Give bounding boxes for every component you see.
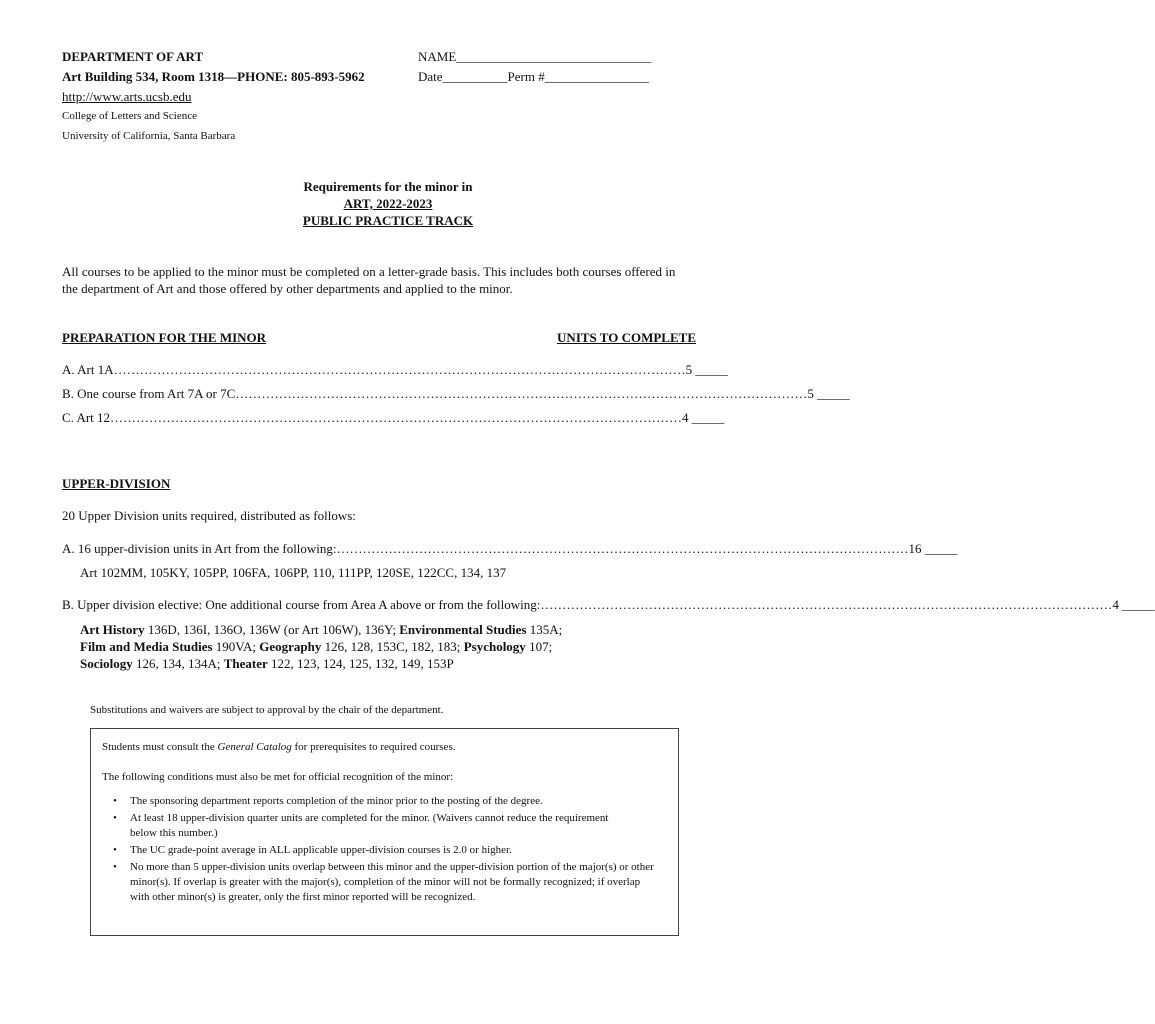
upper-division-heading: UPPER-DIVISION bbox=[62, 476, 171, 491]
prep-item-b bbox=[62, 385, 850, 403]
title-line-3: PUBLIC PRACTICE TRACK bbox=[302, 213, 474, 228]
title-line-1: Requirements for the minor in bbox=[303, 179, 473, 194]
leader-dots: …………………………………………………………………………………………………………………… bbox=[336, 541, 909, 556]
department-url-link[interactable]: http://www.arts.ucsb.edu bbox=[62, 89, 192, 104]
prep-item-label: B. One course from Art 7A or 7C bbox=[62, 386, 236, 401]
prep-item-label: C. Art 12 bbox=[62, 410, 111, 425]
electives-line-1 bbox=[80, 621, 562, 639]
dept-label: Psychology bbox=[463, 639, 526, 654]
bullet-dot: • bbox=[113, 844, 117, 856]
bullet-dot: • bbox=[113, 861, 117, 873]
college-name: College of Letters and Science bbox=[62, 110, 198, 122]
conditions-intro: The following conditions must also be met for official recognition of the minor: bbox=[102, 771, 454, 783]
dept-courses: 122, 123, 124, 125, 132, 149, 153P bbox=[267, 656, 454, 671]
prep-item-c bbox=[62, 409, 725, 427]
dept-courses: 126, 128, 153C, 182, 183; bbox=[321, 639, 464, 654]
dept-courses: 136D, 136I, 136O, 136W (or Art 106W), 136Y; bbox=[144, 622, 400, 637]
name-field[interactable]: NAME______________________________ bbox=[418, 49, 652, 64]
upper-item-a-label: A. 16 upper-division units in Art from the following: bbox=[62, 541, 337, 556]
dept-label: Art History bbox=[80, 622, 145, 637]
bullet-dot: • bbox=[113, 812, 117, 824]
prep-item-units[interactable]: 5 _____ bbox=[685, 362, 728, 377]
condition-item: At least 18 upper-division quarter units are completed for the minor. (Waivers cannot reduce the requirement below this number.) bbox=[130, 812, 609, 839]
condition-item: The UC grade-point average in ALL applicable upper-division courses is 2.0 or higher. bbox=[130, 844, 512, 856]
dept-courses: 107; bbox=[525, 639, 553, 654]
condition-item: The sponsoring department reports completion of the minor prior to the posting of the degree. bbox=[130, 795, 543, 807]
leader-dots: …………………………………………………………………………………………………………………… bbox=[235, 386, 808, 401]
upper-division-summary: 20 Upper Division units required, distributed as follows: bbox=[62, 508, 356, 523]
upper-item-b-units[interactable]: 4 _____ bbox=[1112, 597, 1155, 612]
art-course-list: Art 102MM, 105KY, 105PP, 106FA, 106PP, 110, 111PP, 120SE, 122CC, 134, 137 bbox=[80, 565, 507, 580]
upper-item-b bbox=[62, 596, 1155, 614]
conditions-box bbox=[90, 728, 679, 936]
dept-label: Geography bbox=[259, 639, 322, 654]
dept-label: Theater bbox=[223, 656, 268, 671]
units-heading: UNITS TO COMPLETE bbox=[557, 330, 696, 345]
catalog-note-text: Students must consult the bbox=[102, 741, 218, 753]
dept-label: Environmental Studies bbox=[399, 622, 527, 637]
prep-item-units[interactable]: 5 _____ bbox=[807, 386, 850, 401]
department-address-phone: Art Building 534, Room 1318—PHONE: 805-893-5962 bbox=[62, 69, 365, 84]
leader-dots: …………………………………………………………………………………………………………………… bbox=[540, 597, 1113, 612]
bullet-dot: • bbox=[113, 795, 117, 807]
electives-line-3 bbox=[80, 655, 454, 673]
prep-item-a bbox=[62, 361, 728, 379]
catalog-note bbox=[102, 740, 455, 754]
preparation-heading: PREPARATION FOR THE MINOR bbox=[62, 330, 267, 345]
electives-line-2 bbox=[80, 638, 552, 656]
prep-item-label: A. Art 1A bbox=[62, 362, 114, 377]
condition-item: No more than 5 upper-division units overlap between this minor and the upper-division portion of the major(s) or other minor(s). If overlap is greater with the major(s), completion of the minor will not be formally recognized; if overlap with other minor(s) is greater, only the first minor reported will be recognized. bbox=[130, 861, 654, 903]
leader-dots: …………………………………………………………………………………………………………………… bbox=[113, 362, 686, 377]
leader-dots: …………………………………………………………………………………………………………………… bbox=[110, 410, 683, 425]
dept-courses: 126, 134, 134A; bbox=[132, 656, 224, 671]
dept-courses: 135A; bbox=[526, 622, 563, 637]
date-perm-field[interactable]: Date__________Perm #________________ bbox=[418, 69, 649, 84]
intro-paragraph: All courses to be applied to the minor must be completed on a letter-grade basis. This includes both courses offered in the department of Art and those offered by other departments and applied to the minor. bbox=[62, 264, 676, 296]
title-line-2: ART, 2022-2023 bbox=[343, 196, 433, 211]
university-name: University of California, Santa Barbara bbox=[62, 130, 236, 142]
general-catalog-title: General Catalog bbox=[217, 741, 292, 753]
catalog-note-text: for prerequisites to required courses. bbox=[291, 741, 456, 753]
dept-label: Film and Media Studies bbox=[80, 639, 213, 654]
upper-item-a bbox=[62, 540, 958, 558]
department-name: DEPARTMENT OF ART bbox=[62, 49, 204, 64]
dept-label: Sociology bbox=[80, 656, 133, 671]
upper-item-b-label: B. Upper division elective: One additional course from Area A above or from the following: bbox=[62, 597, 541, 612]
dept-courses: 190VA; bbox=[212, 639, 260, 654]
substitutions-note: Substitutions and waivers are subject to approval by the chair of the department. bbox=[90, 704, 444, 716]
prep-item-units[interactable]: 4 _____ bbox=[682, 410, 725, 425]
upper-item-a-units[interactable]: 16 _____ bbox=[908, 541, 958, 556]
